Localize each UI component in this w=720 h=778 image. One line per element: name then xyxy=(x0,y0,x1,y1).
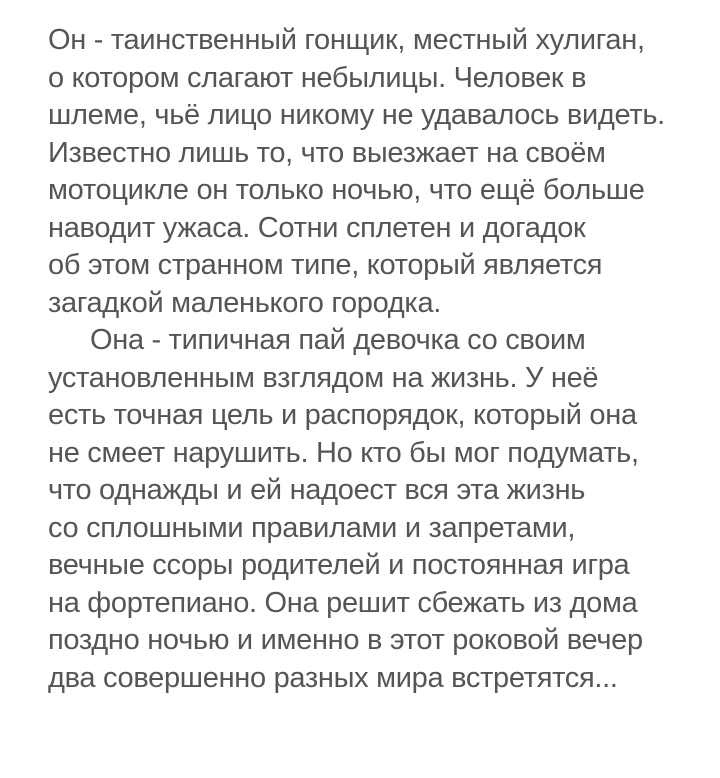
text-line: о котором слагают небылицы. Человек в xyxy=(48,61,587,94)
text-line: установленным взглядом на жизнь. У неё xyxy=(48,361,599,394)
paragraph-1 xyxy=(48,22,696,322)
text-line: вечные ссоры родителей и постоянная игра xyxy=(48,549,630,581)
text-line: на фортепиано. Она решит сбежать из дома xyxy=(48,586,638,619)
text-line: наводит ужаса. Сотни сплетен и догадок xyxy=(48,211,586,244)
text-line: не смеет нарушить. Но кто бы мог подумать, xyxy=(48,436,639,469)
text-line: Известно лишь то, что выезжает на своём xyxy=(48,136,606,169)
text-line: что однажды и ей надоест вся эта жизнь xyxy=(48,474,586,506)
text-line: поздно ночью и именно в этот роковой вечер xyxy=(48,624,643,656)
text-line: шлеме, чьё лицо никому не удавалось видеть. xyxy=(48,99,665,131)
text-line: есть точная цель и распорядок, который она xyxy=(48,399,637,431)
text-line: мотоцикле он только ночью, что ещё больше xyxy=(48,174,645,206)
text-line: Он - таинственный гонщик, местный хулиган, xyxy=(48,24,645,56)
text-line: загадкой маленького городка. xyxy=(48,286,442,319)
text-line: об этом странном типе, который является xyxy=(48,249,603,281)
text-line: два совершенно разных мира встретятся... xyxy=(48,661,618,694)
paragraph-2 xyxy=(48,322,696,697)
text-line-indented: Она - типичная пай девочка со своим xyxy=(90,324,586,356)
text-line: со сплошными правилами и запретами, xyxy=(48,511,576,544)
